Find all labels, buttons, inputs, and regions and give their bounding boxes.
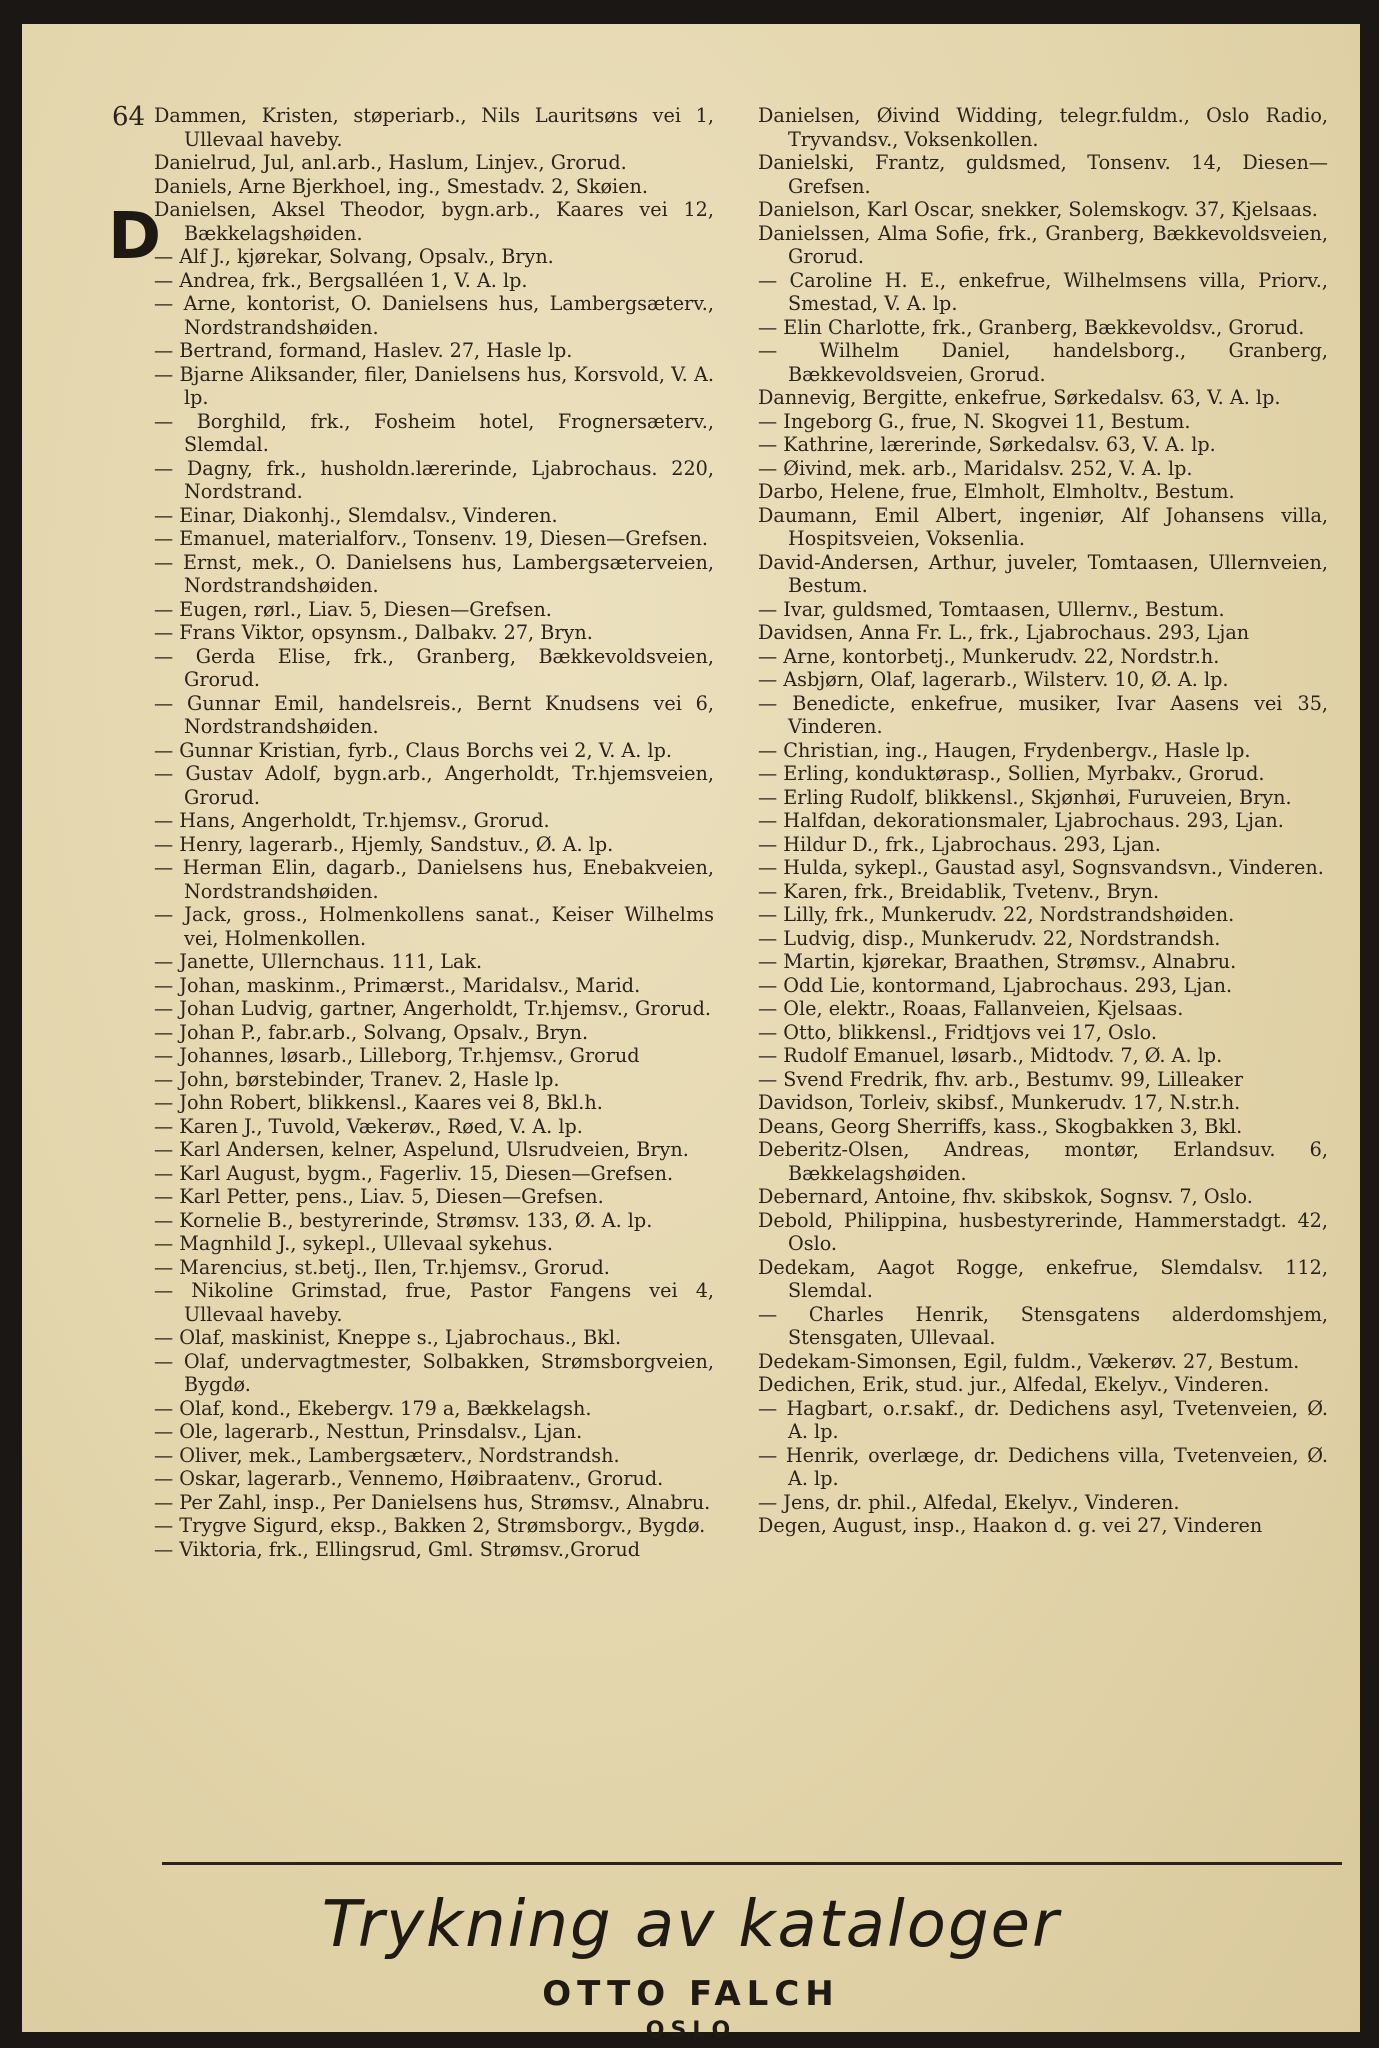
directory-entry: Davidsen, Anna Fr. L., frk., Ljabrochaus. 293, Ljan (758, 621, 1250, 644)
directory-entry: — Johan, maskinm., Primærst., Maridalsv., Marid. (154, 973, 641, 997)
directory-entry: — Andrea, frk., Bergsalléen 1, V. A. lp. (154, 268, 528, 292)
directory-entry: — Charles Henrik, Stensgatens alderdomshjem, Stensgaten, Ullevaal. (758, 1302, 1328, 1349)
directory-entry: Daumann, Emil Albert, ingeniør, Alf Johansens villa, Hospitsveien, Voksenlia. (758, 503, 1328, 550)
directory-entry: — Karl Andersen, kelner, Aspelund, Ulsrudveien, Bryn. (154, 1138, 689, 1161)
directory-entry: — Karen J., Tuvold, Vækerøv., Røed, V. A. lp. (154, 1114, 583, 1138)
directory-entry: Dedichen, Erik, stud. jur., Alfedal, Ekelyv., Vinderen. (758, 1373, 1270, 1396)
directory-entry: — Per Zahl, insp., Per Danielsens hus, Strømsv., Alnabru. (154, 1490, 711, 1514)
directory-entry: — Elin Charlotte, frk., Granberg, Bækkevoldsv., Grorud. (758, 315, 1305, 339)
directory-entry: — Halfdan, dekorationsmaler, Ljabrochaus. 293, Ljan. (758, 809, 1284, 832)
directory-entry: — Johan Ludvig, gartner, Angerholdt, Tr.hjemsv., Grorud. (154, 997, 711, 1020)
advertisement-headline: Trykning av kataloger (321, 1888, 1061, 1962)
directory-entry: Davidson, Torleiv, skibsf., Munkerudv. 17, N.str.h. (758, 1091, 1241, 1114)
directory-entry: — Frans Viktor, opsynsm., Dalbakv. 27, Bryn. (154, 621, 593, 644)
directory-entry: — Kathrine, lærerinde, Sørkedalsv. 63, V. A. lp. (758, 433, 1216, 456)
directory-entry: Danielski, Frantz, guldsmed, Tonsenv. 14, Diesen—Grefsen. (758, 151, 1328, 198)
directory-entry: Debernard, Antoine, fhv. skibskok, Sognsv. 7, Oslo. (758, 1185, 1253, 1208)
directory-entry: — Johannes, løsarb., Lilleborg, Tr.hjemsv., Grorud (154, 1044, 640, 1067)
directory-entry: Danielsen, Øivind Widding, telegr.fuldm., Oslo Radio, Tryvandsv., Voksenkollen. (758, 104, 1328, 151)
directory-entry: Danielsen, Aksel Theodor, bygn.arb., Kaares vei 12, Bækkelagshøiden. (154, 198, 714, 245)
directory-entry: — Henrik, overlæge, dr. Dedichens villa, Tvetenveien, Ø. A. lp. (758, 1443, 1328, 1490)
directory-entry: Darbo, Helene, frue, Elmholt, Elmholtv., Bestum. (758, 480, 1235, 503)
directory-entry: — Magnhild J., sykepl., Ullevaal sykehus. (154, 1232, 553, 1255)
directory-entry: — Olaf, undervagtmester, Solbakken, Strømsborgveien, Bygdø. (154, 1349, 714, 1396)
directory-entry: — Otto, blikkensl., Fridtjovs vei 17, Oslo. (758, 1020, 1157, 1044)
directory-entry: — Dagny, frk., husholdn.lærerinde, Ljabrochaus. 220, Nordstrand. (154, 456, 714, 503)
directory-entry: Deberitz-Olsen, Andreas, montør, Erlandsuv. 6, Bækkelagshøiden. (758, 1138, 1328, 1185)
directory-entry: — Marencius, st.betj., Ilen, Tr.hjemsv., Grorud. (154, 1255, 610, 1279)
directory-entry: — Lilly, frk., Munkerudv. 22, Nordstrandshøiden. (758, 903, 1235, 926)
directory-entry: David-Andersen, Arthur, juveler, Tomtaasen, Ullernveien, Bestum. (758, 550, 1328, 597)
directory-entry: — Bertrand, formand, Haslev. 27, Hasle lp. (154, 339, 573, 362)
directory-entry: — John Robert, blikkensl., Kaares vei 8, Bkl.h. (154, 1091, 603, 1114)
directory-entry: — John, børstebinder, Tranev. 2, Hasle lp. (154, 1067, 560, 1091)
directory-entry: Degen, August, insp., Haakon d. g. vei 27, Vinderen (758, 1514, 1263, 1537)
directory-entry: Danielson, Karl Oscar, snekker, Solemskogv. 37, Kjelsaas. (758, 198, 1318, 221)
directory-entry: — Trygve Sigurd, eksp., Bakken 2, Strømsborgv., Bygdø. (154, 1514, 706, 1537)
directory-entry: Dannevig, Bergitte, enkefrue, Sørkedalsv. 63, V. A. lp. (758, 386, 1281, 409)
directory-entry: — Jack, gross., Holmenkollens sanat., Keiser Wilhelms vei, Holmenkollen. (154, 903, 714, 950)
directory-entry: — Wilhelm Daniel, handelsborg., Granberg, Bækkevoldsveien, Grorud. (758, 339, 1328, 386)
directory-entry: — Asbjørn, Olaf, lagerarb., Wilsterv. 10, Ø. A. lp. (758, 668, 1229, 691)
directory-entry: — Ole, lagerarb., Nesttun, Prinsdalsv., Ljan. (154, 1420, 583, 1443)
advertisement-divider (162, 1862, 1342, 1865)
directory-entry: — Emanuel, materialforv., Tonsenv. 19, Diesen—Grefsen. (154, 527, 708, 550)
directory-entry: — Viktoria, frk., Ellingsrud, Gml. Strømsv.,Grorud (154, 1537, 640, 1561)
directory-entry: — Johan P., fabr.arb., Solvang, Opsalv., Bryn. (154, 1020, 589, 1044)
directory-entry: — Gerda Elise, frk., Granberg, Bækkevoldsveien, Grorud. (154, 644, 714, 691)
directory-entry: — Gustav Adolf, bygn.arb., Angerholdt, Tr.hjemsveien, Grorud. (154, 762, 714, 809)
directory-entry: Debold, Philippina, husbestyrerinde, Hammerstadgt. 42, Oslo. (758, 1208, 1328, 1255)
directory-entry: — Henry, lagerarb., Hjemly, Sandstuv., Ø. A. lp. (154, 832, 614, 856)
directory-entry: — Gunnar Kristian, fyrb., Claus Borchs vei 2, V. A. lp. (154, 738, 672, 762)
directory-entry: — Øivind, mek. arb., Maridalsv. 252, V. A. lp. (758, 456, 1193, 480)
directory-entry: — Ingeborg G., frue, N. Skogvei 11, Bestum. (758, 409, 1191, 433)
directory-entry: — Kornelie B., bestyrerinde, Strømsv. 133, Ø. A. lp. (154, 1208, 653, 1232)
page-number: 64 (112, 102, 146, 132)
directory-entry: Dedekam, Aagot Rogge, enkefrue, Slemdalsv. 112, Slemdal. (758, 1255, 1328, 1302)
directory-entry: — Hulda, sykepl., Gaustad asyl, Sognsvandsvn., Vinderen. (758, 856, 1324, 879)
directory-entry: Danielrud, Jul, anl.arb., Haslum, Linjev., Grorud. (154, 151, 627, 174)
directory-entry: — Alf J., kjørekar, Solvang, Opsalv., Bryn. (154, 245, 554, 268)
directory-entry: — Rudolf Emanuel, løsarb., Midtodv. 7, Ø. A. lp. (758, 1044, 1223, 1067)
directory-entry: — Janette, Ullernchaus. 111, Lak. (154, 950, 483, 973)
left-column (154, 104, 714, 1561)
directory-entry: — Olaf, kond., Ekebergv. 179 a, Bækkelagsh. (154, 1396, 592, 1420)
directory-entry: — Erling, konduktørasp., Sollien, Myrbakv., Grorud. (758, 762, 1265, 785)
section-letter: D (108, 200, 162, 274)
directory-entry: — Caroline H. E., enkefrue, Wilhelmsens villa, Priorv., Smestad, V. A. lp. (758, 268, 1328, 315)
directory-entry: — Erling Rudolf, blikkensl., Skjønhøi, Furuveien, Bryn. (758, 785, 1292, 809)
directory-entry: — Hans, Angerholdt, Tr.hjemsv., Grorud. (154, 809, 550, 832)
directory-entry: — Bjarne Aliksander, filer, Danielsens hus, Korsvold, V. A. lp. (154, 362, 714, 409)
directory-entry: — Hildur D., frk., Ljabrochaus. 293, Ljan. (758, 832, 1161, 856)
directory-entry: — Herman Elin, dagarb., Danielsens hus, Enebakveien, Nordstrandshøiden. (154, 856, 714, 903)
directory-entry: Daniels, Arne Bjerkhoel, ing., Smestadv. 2, Skøien. (154, 174, 648, 198)
right-column (758, 104, 1328, 1538)
directory-entry: Deans, Georg Sherriffs, kass., Skogbakken 3, Bkl. (758, 1114, 1243, 1138)
directory-entry: Dammen, Kristen, støperiarb., Nils Lauritsøns vei 1, Ullevaal haveby. (154, 104, 714, 151)
directory-entry: — Ivar, guldsmed, Tomtaasen, Ullernv., Bestum. (758, 597, 1225, 621)
directory-page (22, 24, 1360, 2043)
directory-entry: Danielssen, Alma Sofie, frk., Granberg, Bækkevoldsveien, Grorud. (758, 221, 1328, 268)
directory-entry: — Martin, kjørekar, Braathen, Strømsv., Alnabru. (758, 950, 1237, 973)
advertisement-city: OSLO (645, 2018, 737, 2043)
directory-entry: — Eugen, rørl., Liav. 5, Diesen—Grefsen. (154, 597, 552, 621)
directory-entry: — Einar, Diakonhj., Slemdalsv., Vinderen. (154, 503, 558, 527)
directory-entry: — Nikoline Grimstad, frue, Pastor Fangens vei 4, Ullevaal haveby. (154, 1279, 714, 1326)
directory-entry: — Svend Fredrik, fhv. arb., Bestumv. 99, Lilleaker (758, 1067, 1244, 1091)
directory-entry: — Odd Lie, kontormand, Ljabrochaus. 293, Ljan. (758, 973, 1233, 997)
directory-entry: Dedekam-Simonsen, Egil, fuldm., Vækerøv. 27, Bestum. (758, 1349, 1300, 1373)
directory-entry: — Karl Petter, pens., Liav. 5, Diesen—Grefsen. (154, 1185, 604, 1208)
directory-entry: — Borghild, frk., Fosheim hotel, Frognersæterv., Slemdal. (154, 409, 714, 456)
directory-entry: — Benedicte, enkefrue, musiker, Ivar Aasens vei 35, Vinderen. (758, 691, 1328, 738)
directory-entry: — Hagbart, o.r.sakf., dr. Dedichens asyl, Tvetenveien, Ø. A. lp. (758, 1396, 1328, 1443)
directory-entry: — Oskar, lagerarb., Vennemo, Høibraatenv., Grorud. (154, 1467, 664, 1490)
directory-entry: — Jens, dr. phil., Alfedal, Ekelyv., Vinderen. (758, 1490, 1180, 1514)
directory-entry: — Christian, ing., Haugen, Frydenbergv., Hasle lp. (758, 738, 1251, 762)
directory-entry: — Olaf, maskinist, Kneppe s., Ljabrochaus., Bkl. (154, 1326, 622, 1349)
directory-entry: — Karen, frk., Breidablik, Tvetenv., Bryn. (758, 879, 1160, 903)
directory-entry: — Gunnar Emil, handelsreis., Bernt Knudsens vei 6, Nordstrandshøiden. (154, 691, 714, 738)
directory-entry: — Oliver, mek., Lambergsæterv., Nordstrandsh. (154, 1443, 620, 1467)
directory-entry: — Ludvig, disp., Munkerudv. 22, Nordstrandsh. (758, 926, 1221, 950)
directory-entry: — Ole, elektr., Roaas, Fallanveien, Kjelsaas. (758, 997, 1184, 1020)
advertisement-company: OTTO FALCH (542, 1974, 840, 2014)
directory-entry: — Arne, kontorist, O. Danielsens hus, Lambergsæterv., Nordstrandshøiden. (154, 292, 714, 339)
directory-entry: — Arne, kontorbetj., Munkerudv. 22, Nordstr.h. (758, 644, 1220, 668)
directory-entry: — Ernst, mek., O. Danielsens hus, Lambergsæterveien, Nordstrandshøiden. (154, 550, 714, 597)
directory-entry: — Karl August, bygm., Fagerliv. 15, Diesen—Grefsen. (154, 1161, 674, 1185)
